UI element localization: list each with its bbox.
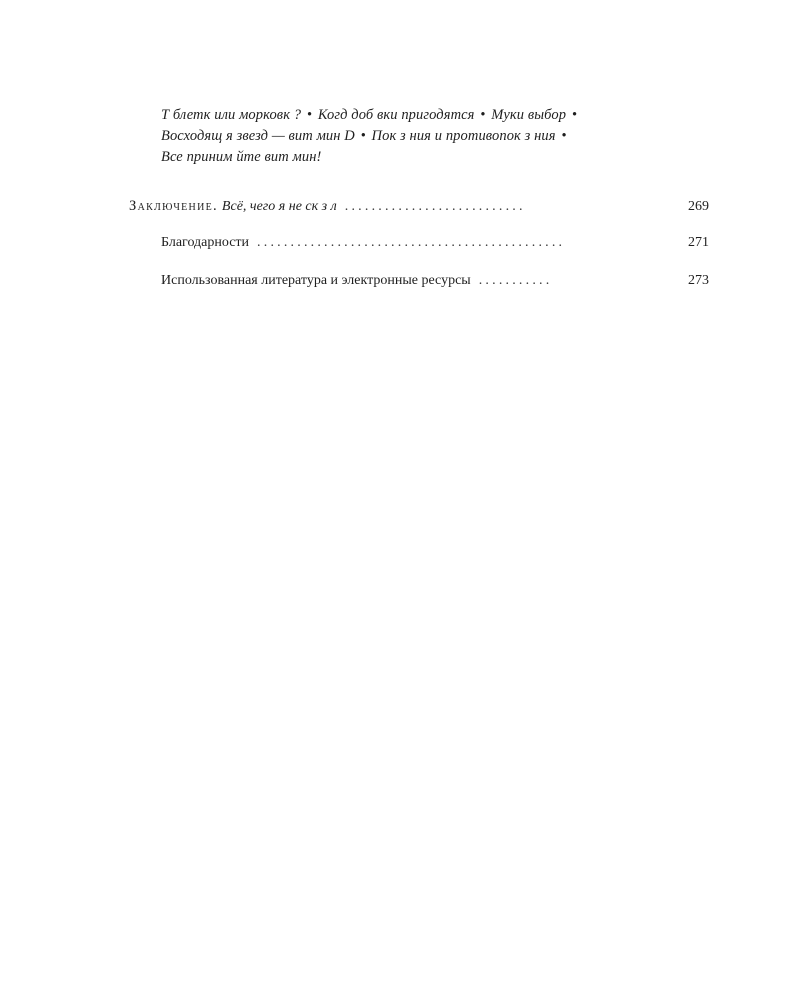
page-number: 273	[688, 273, 709, 288]
bullet-separator: •	[306, 107, 313, 123]
dot-leader: ..............................................	[257, 235, 566, 250]
toc-entry-title: Благодарности	[161, 235, 250, 250]
subsection-item: Когд доб вки пригодятся	[317, 107, 475, 123]
subsection-item: Восходящ я звезд — вит мин D	[161, 128, 355, 144]
dot-leader: ...........................	[344, 199, 526, 214]
page-number: 269	[688, 199, 709, 214]
toc-entry-thanks[interactable]	[161, 234, 709, 252]
toc-entry-heading: Заключение.	[129, 198, 218, 214]
subsection-item: Пок з ния и противопок з ния	[371, 128, 556, 144]
dot-leader: ...........	[478, 273, 553, 288]
toc-entry-title: Использованная литература и электронные ресурсы	[161, 273, 471, 288]
subsection-item: Т блетк или морковк ?	[161, 107, 302, 123]
toc-entry-subtitle: Всё, чего я не ск з л	[221, 199, 337, 214]
bullet-separator: •	[480, 107, 486, 123]
bullet-separator: •	[561, 128, 567, 144]
toc-entry-references[interactable]	[161, 272, 709, 290]
subsection-line-3	[161, 147, 721, 168]
toc-entry-conclusion[interactable]	[129, 197, 709, 216]
subsection-line-2	[161, 126, 721, 147]
bullet-separator: •	[360, 128, 366, 144]
page-number: 271	[688, 235, 709, 250]
subsection-item: Все приним йте вит мин!	[161, 149, 322, 165]
chapter-subsections	[161, 105, 721, 168]
subsection-item: Муки выбор	[491, 107, 570, 123]
subsection-line-1	[161, 105, 721, 126]
bullet-separator: •	[571, 107, 577, 123]
